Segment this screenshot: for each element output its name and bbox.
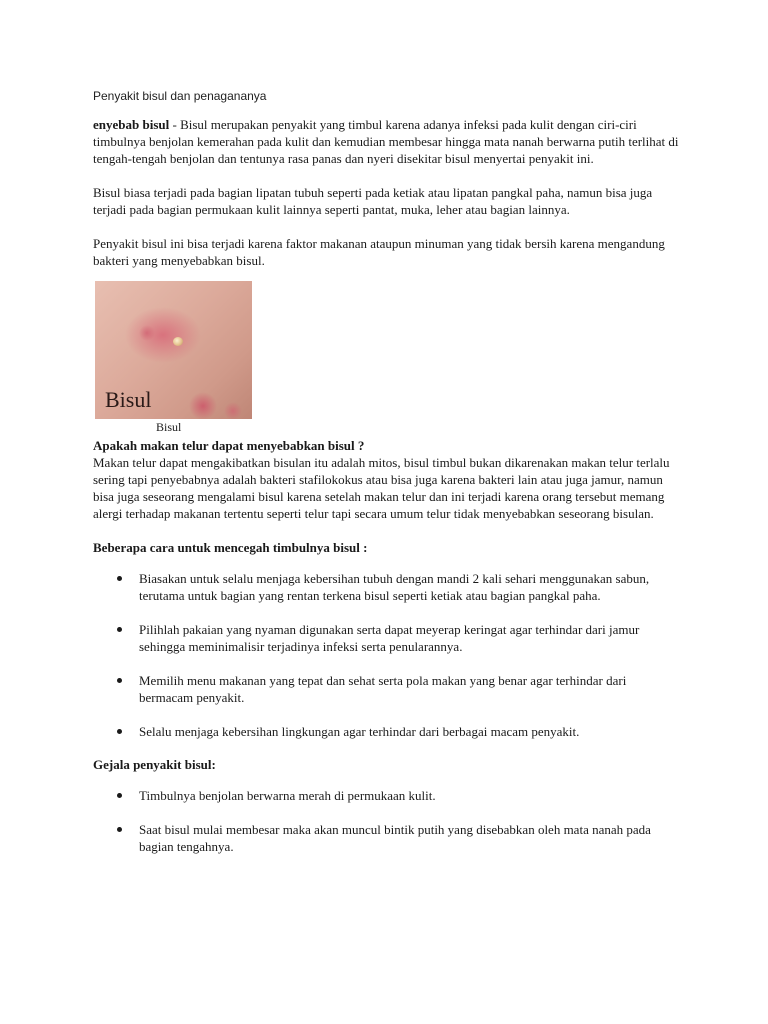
list-item-text: Selalu menjaga kebersihan lingkungan agar terhindar dari berbagai macam penyakit. [139,724,580,739]
paragraph-penyebab: Penyakit bisul ini bisa terjadi karena faktor makanan ataupun minuman yang tidak bersih karena mengandung bakteri yang menyebabkan bisul. [93,236,665,268]
intro-lead: enyebab bisul [93,117,170,132]
paragraph-lokasi: Bisul biasa terjadi pada bagian lipatan tubuh seperti pada ketiak atau lipatan pangkal paha, namun bisa juga terjadi pada bagian permukaan kulit lainnya seperti pantat, muka, leher atau bagian lainnya. [93,185,653,217]
heading-pencegahan: Beberapa cara untuk mencegah timbulnya bisul : [93,540,368,555]
photo-label: Bisul [105,387,152,412]
bisul-photo [95,281,252,419]
list-item-text: Pilihlah pakaian yang nyaman digunakan serta dapat meyerap keringat agar terhindar dari jamur sehingga meminimalisir terjadinya infeksi serta penularannya. [139,622,640,654]
document-page [93,88,683,871]
list-item [93,787,683,804]
list-item-text: Saat bisul mulai membesar maka akan muncul bintik putih yang disebabkan oleh mata nanah pada bagian tengahnya. [139,822,651,854]
list-item-text: Timbulnya benjolan berwarna merah di permukaan kulit. [139,788,436,803]
list-pencegahan [93,570,683,740]
bullet-icon [117,729,122,734]
list-item-text: Memilih menu makanan yang tepat dan sehat serta pola makan yang benar agar terhindar dari bermacam penyakit. [139,673,627,705]
document-title: Penyakit bisul dan penagananya [93,89,267,103]
paragraph-telur: Makan telur dapat mengakibatkan bisulan itu adalah mitos, bisul timbul bukan dikarenakan makan telur terlalu sering tapi penyebabnya adalah bakteri stafilokokus atau bisa juga karena bakteri lain atau juga jamur, namun bisa juga seseorang mengalami bisul karena setelah makan telur dan ini terjadi karena orang tersebut memang alergi terhadap makanan tertentu seperti telur tapi secara umum telur tidak menyebabkan seseorang bisulan. [93,455,670,521]
bullet-icon [117,627,122,632]
heading-telur: Apakah makan telur dapat menyebabkan bisul ? [93,438,365,453]
list-item [93,723,683,740]
bullet-icon [117,827,122,832]
list-item [93,570,683,604]
list-item-text: Biasakan untuk selalu menjaga kebersihan tubuh dengan mandi 2 kali sehari menggunakan sabun, terutama untuk bagian yang rentan terkena bisul seperti ketiak atau bagian pangkal paha. [139,571,650,603]
figure-bisul [95,281,252,434]
bullet-icon [117,678,122,683]
heading-gejala: Gejala penyakit bisul: [93,757,216,772]
list-item [93,821,683,855]
intro-paragraph [93,116,683,167]
pustule-mark [173,337,183,346]
bullet-icon [117,793,122,798]
list-item [93,621,683,655]
list-item [93,672,683,706]
bullet-icon [117,576,122,581]
list-gejala [93,787,683,855]
intro-text: - Bisul merupakan penyakit yang timbul karena adanya infeksi pada kulit dengan ciri-ciri timbulnya benjolan kemerahan pada kulit dan kemudian membesar hingga mata nanah berwarna putih terlihat di tengah-tengah benjolan dan tentunya rasa panas dan nyeri disekitar bisul menyertai penyakit ini. [93,117,679,166]
figure-caption: Bisul [156,420,182,434]
